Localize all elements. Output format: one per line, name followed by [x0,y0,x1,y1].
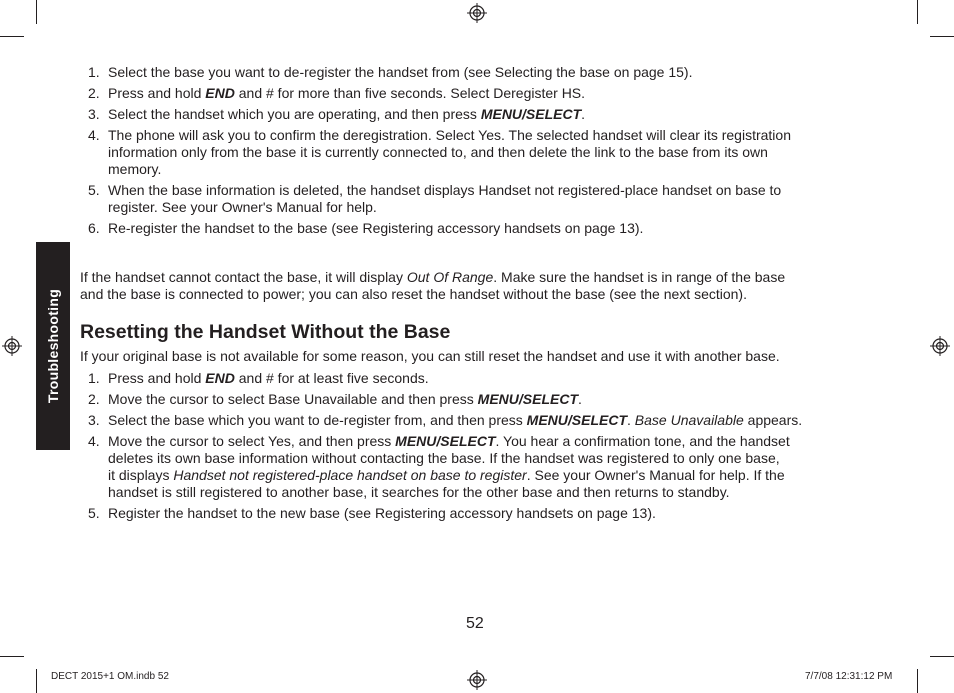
display-message: Handset not registered-place handset on base to register [173,467,527,483]
step-number: 2. [88,85,100,101]
paragraph-text: If the handset cannot contact the base, it will display [80,269,407,285]
step-number: 1. [88,370,100,386]
section-side-tab [36,242,70,450]
key-name: MENU/SELECT [526,412,628,428]
list-item [86,106,886,123]
step-text: . [581,106,586,122]
list-item [86,220,886,237]
step-number: 4. [88,433,100,449]
paragraph-text: . Make sure the handset is in range of the base [493,269,786,285]
step-text: and # for more than five seconds. Select Deregister HS. [234,85,586,101]
crop-mark [917,669,918,693]
step-number: 5. [88,182,100,198]
section-heading: Resetting the Handset Without the Base [80,321,451,343]
step-text: and # for at least five seconds. [234,370,429,386]
key-name: MENU/SELECT [480,106,582,122]
list-item [86,370,886,387]
list-item [86,64,886,81]
step-text: Select the handset which you are operating, and then press [108,106,481,122]
step-text: appears. [743,412,803,428]
step-text: . [578,391,582,407]
crop-mark [0,36,24,37]
step-number: 5. [88,505,100,521]
step-number: 1. [88,64,100,80]
list-item [86,182,886,216]
step-number: 2. [88,391,100,407]
crop-mark [36,669,37,693]
step-text: . You hear a confirmation tone, and the handset [495,433,790,449]
display-message: Base Unavailable [634,412,744,428]
paragraph-text: and the base is connected to power; you can also reset the handset without the base (see the next section). [80,286,747,302]
list-item [86,391,886,408]
key-name: END [205,370,235,386]
crop-mark [930,656,954,657]
step-text: Register the handset to the new base (see Registering accessory handsets on page 13). [108,505,656,521]
step-text: Select the base you want to de-register the handset from (see Selecting the base on page 15). [108,64,693,80]
out-of-range-paragraph [80,269,880,303]
step-text: Press and hold [108,370,206,386]
key-name: MENU/SELECT [395,433,496,449]
step-text: Select the base which you want to de-register from, and then press [108,412,527,428]
step-text: Move the cursor to select Base Unavailable and then press [108,391,478,407]
registration-mark-icon [467,3,487,23]
step-text: When the base information is deleted, the handset displays Handset not registered-place handset on base to [108,182,782,198]
display-message: Out Of Range [406,269,494,285]
registration-mark-icon [467,670,487,690]
footer-file-info: DECT 2015+1 OM.indb 52 [51,671,169,682]
reset-steps-list [86,370,886,526]
crop-mark [36,0,37,24]
step-number: 4. [88,127,100,143]
step-text: . [627,412,635,428]
step-text: deletes its own base information without contacting the base. If the handset was registered to only one base, [108,450,780,466]
crop-mark [0,656,24,657]
step-number: 6. [88,220,100,236]
list-item [86,127,886,178]
step-text: Re-register the handset to the base (see Registering accessory handsets on page 13). [108,220,644,236]
step-text: it displays [108,467,174,483]
step-number: 3. [88,106,100,122]
list-item [86,433,886,501]
footer-timestamp: 7/7/08 12:31:12 PM [805,671,893,682]
step-text: The phone will ask you to confirm the deregistration. Select Yes. The selected handset will clear its registration [108,127,791,143]
page-number: 52 [466,615,484,632]
step-text: . See your Owner's Manual for help. If the [526,467,785,483]
step-text: memory. [108,161,162,177]
crop-mark [917,0,918,24]
key-name: END [205,85,235,101]
step-text: information only from the base it is currently connected to, and then delete the link to the base from its own [108,144,768,160]
list-item [86,85,886,102]
deregister-steps-list [86,64,886,241]
key-name: MENU/SELECT [477,391,578,407]
registration-mark-icon [2,336,22,356]
step-number: 3. [88,412,100,428]
registration-mark-icon [930,336,950,356]
list-item [86,505,886,522]
step-text: register. See your Owner's Manual for help. [108,199,377,215]
step-text: Move the cursor to select Yes, and then press [108,433,396,449]
step-text: Press and hold [108,85,206,101]
step-text: handset is still registered to another base, it searches for the other base and then returns to standby. [108,484,730,500]
side-tab-label: Troubleshooting [45,288,61,404]
list-item [86,412,886,429]
intro-paragraph: If your original base is not available for some reason, you can still reset the handset and use it with another base. [80,348,780,364]
crop-mark [930,36,954,37]
